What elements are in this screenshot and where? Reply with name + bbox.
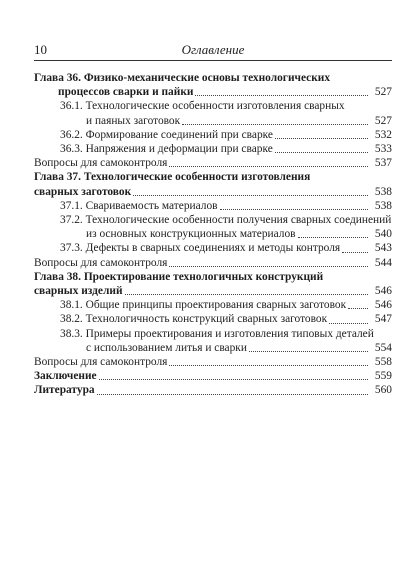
dot-leader xyxy=(329,322,368,324)
toc-chapter-38[interactable] xyxy=(34,270,392,298)
toc-section-37-2[interactable] xyxy=(34,213,392,241)
toc-chapter-37[interactable] xyxy=(34,170,392,198)
dot-leader xyxy=(133,194,368,196)
dot-leader xyxy=(298,236,368,238)
toc-page-number: 537 xyxy=(374,157,392,170)
toc-page-number: 558 xyxy=(374,356,392,369)
toc-section-37-1-title: 37.1. Свариваемость материалов xyxy=(60,199,218,212)
toc-page-number: 547 xyxy=(374,313,392,326)
toc-section-37-3-title: 37.3. Дефекты в сварных соединениях и методы контроля xyxy=(60,242,341,255)
dot-leader xyxy=(348,307,368,309)
dot-leader xyxy=(97,393,368,395)
toc-page-number: 527 xyxy=(374,114,392,127)
toc-page-number: 543 xyxy=(374,242,392,255)
dot-leader xyxy=(182,123,368,125)
toc-section-36-1[interactable] xyxy=(34,99,392,127)
toc-chapter-36-title-line1: Глава 36. Физико-механические основы технологических xyxy=(34,72,331,84)
toc-literature-title: Литература xyxy=(34,384,95,397)
toc-page-number: 538 xyxy=(374,199,392,212)
toc-page-number: 546 xyxy=(374,299,392,312)
dot-leader xyxy=(169,364,368,366)
dot-leader xyxy=(99,378,368,380)
page-number: 10 xyxy=(34,42,47,57)
dot-leader xyxy=(249,350,368,352)
toc-questions-38[interactable] xyxy=(34,355,392,369)
running-title: Оглавление xyxy=(181,42,245,57)
toc-section-38-2[interactable] xyxy=(34,312,392,326)
toc-literature[interactable] xyxy=(34,383,392,397)
table-of-contents xyxy=(34,71,392,398)
toc-page-number: 559 xyxy=(374,370,392,383)
toc-section-38-3-line1: 38.3. Примеры проектирования и изготовления типовых деталей xyxy=(60,327,374,340)
toc-section-38-2-title: 38.2. Технологичность конструкций сварных заготовок xyxy=(60,313,328,326)
toc-questions-37[interactable] xyxy=(34,256,392,270)
toc-page-number: 538 xyxy=(374,185,392,198)
toc-section-38-3[interactable] xyxy=(34,327,392,355)
toc-chapter-38-title-line1: Глава 38. Проектирование технологичных конструкций xyxy=(34,270,324,283)
toc-conclusion-title: Заключение xyxy=(34,370,97,383)
toc-questions-37-title: Вопросы для самоконтроля xyxy=(34,256,168,269)
toc-section-37-3[interactable] xyxy=(34,241,392,255)
toc-chapter-37-title-line1: Глава 37. Технологические особенности изготовления xyxy=(34,171,311,184)
toc-questions-38-title: Вопросы для самоконтроля xyxy=(34,356,168,369)
toc-section-36-3[interactable] xyxy=(34,142,392,156)
header-rule xyxy=(34,60,392,61)
dot-leader xyxy=(275,151,368,153)
dot-leader xyxy=(125,293,368,295)
toc-questions-36-title: Вопросы для самоконтроля xyxy=(34,157,168,170)
dot-leader xyxy=(275,137,368,139)
dot-leader xyxy=(169,165,368,167)
toc-section-36-2-title: 36.2. Формирование соединений при сварке xyxy=(60,128,273,141)
dot-leader xyxy=(220,208,368,210)
toc-chapter-37-title-line2: сварных заготовок xyxy=(34,185,132,198)
toc-conclusion[interactable] xyxy=(34,369,392,383)
dot-leader xyxy=(342,251,368,253)
toc-section-38-3-line2: с использованием литья и сварки xyxy=(86,341,247,354)
toc-chapter-36-title-line2: процессов сварки и пайки xyxy=(58,86,194,99)
toc-chapter-36[interactable] xyxy=(34,71,392,99)
toc-questions-36[interactable] xyxy=(34,156,392,170)
page-header xyxy=(34,42,392,58)
toc-page-number: 540 xyxy=(374,228,392,241)
toc-section-36-3-title: 36.3. Напряжения и деформации при сварке xyxy=(60,143,273,156)
toc-section-36-1-line1: 36.1. Технологические особенности изготовления сварных xyxy=(60,100,345,113)
dot-leader xyxy=(169,265,368,267)
toc-page-number: 554 xyxy=(374,341,392,354)
toc-section-38-1-title: 38.1. Общие принципы проектирования сварных заготовок xyxy=(60,299,347,312)
dot-leader xyxy=(195,94,368,96)
toc-page-number: 546 xyxy=(374,285,392,298)
toc-page-number: 544 xyxy=(374,256,392,269)
toc-section-36-1-line2: и паяных заготовок xyxy=(86,114,181,127)
toc-section-36-2[interactable] xyxy=(34,128,392,142)
toc-page-number: 527 xyxy=(374,86,392,99)
toc-page-number: 560 xyxy=(374,384,392,397)
toc-section-37-2-line1: 37.2. Технологические особенности получения сварных соединений xyxy=(60,214,392,227)
toc-section-38-1[interactable] xyxy=(34,298,392,312)
toc-section-37-1[interactable] xyxy=(34,199,392,213)
toc-chapter-38-title-line2: сварных изделий xyxy=(34,285,123,298)
toc-page-number: 532 xyxy=(374,128,392,141)
toc-page-number: 533 xyxy=(374,143,392,156)
toc-section-37-2-line2: из основных конструкционных материалов xyxy=(86,228,296,241)
